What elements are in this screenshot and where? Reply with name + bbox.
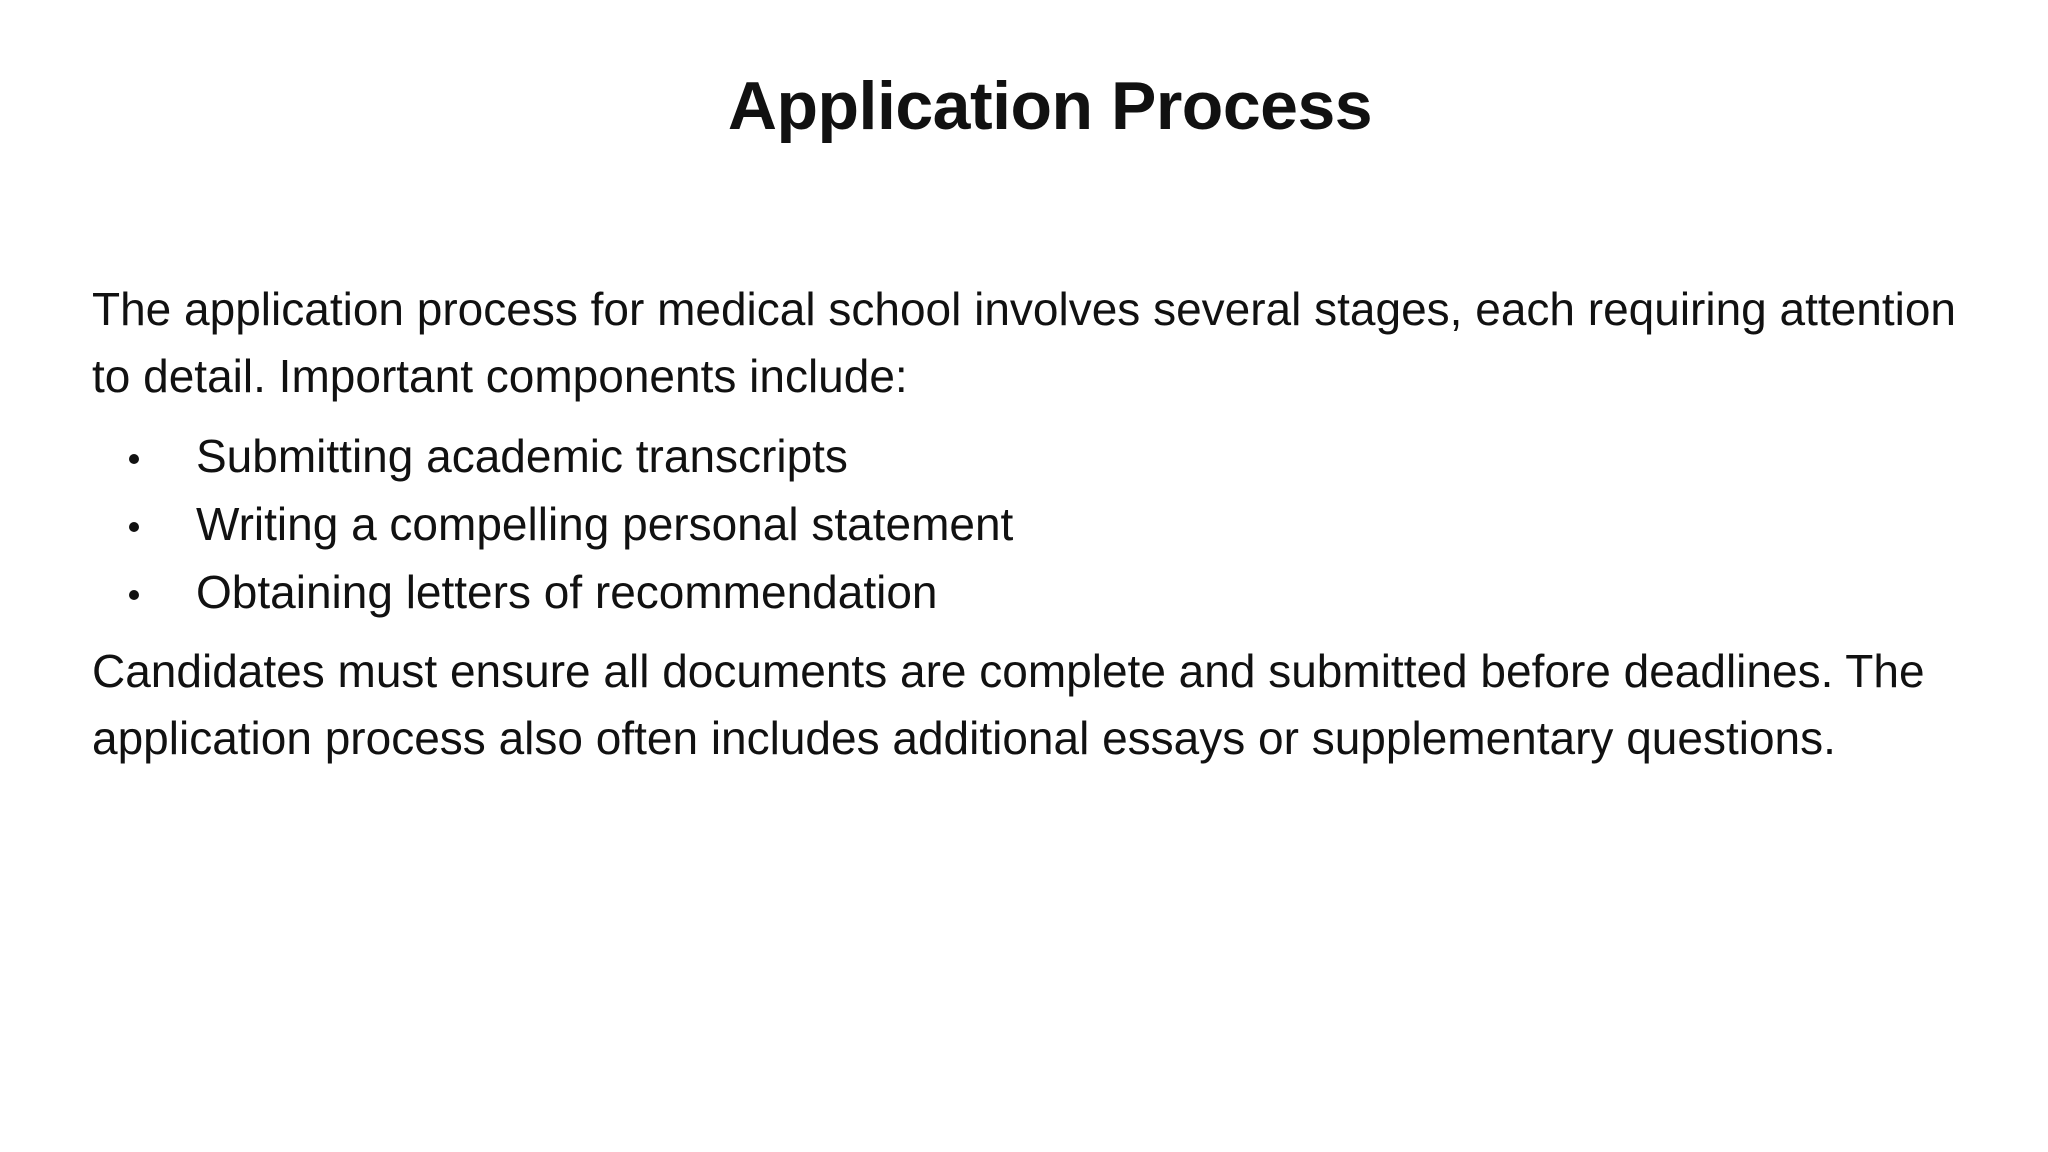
list-item-text: Obtaining letters of recommendation	[196, 566, 938, 618]
bullet-icon	[129, 522, 139, 532]
intro-paragraph: The application process for medical school involves several stages, each requiring attention to detail. Important components include:	[92, 283, 1957, 402]
bullet-icon	[129, 454, 139, 464]
list-item-text: Writing a compelling personal statement	[196, 498, 1014, 550]
slide-body	[92, 276, 1992, 772]
list-item	[92, 490, 1992, 558]
slide-title: Application Process	[727, 68, 1373, 144]
bullet-icon	[129, 590, 139, 600]
list-item	[92, 422, 1992, 490]
closing-paragraph: Candidates must ensure all documents are complete and submitted before deadlines. The application process also often includes additional essays or supplementary questions.	[92, 645, 1925, 764]
components-list	[92, 422, 1992, 626]
list-item	[92, 558, 1992, 626]
list-item-text: Submitting academic transcripts	[196, 430, 848, 482]
